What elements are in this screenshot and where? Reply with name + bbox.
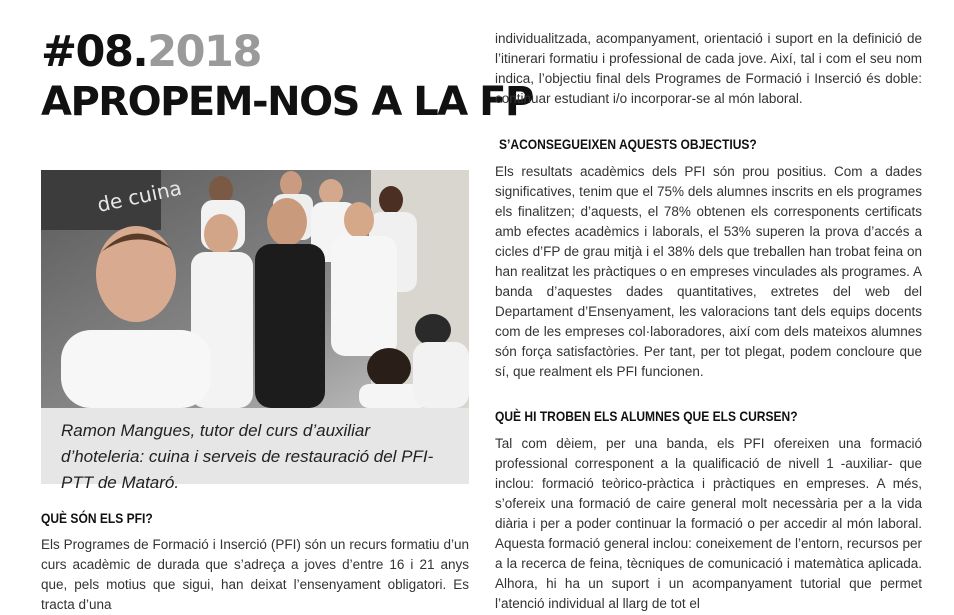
section-title-que-son: QUÈ SÓN ELS PFI?: [41, 510, 153, 526]
right-column: [495, 0, 922, 611]
section-text-que-son: Els Programes de Formació i Inserció (PFI) són un recurs formatiu d’un curs acadèmic de durada que s’adreça a joves d’entre 16 i 21 anys que, pels motius que sigui, han deixat l’ensenyament obligatori. Es tracta d’una: [41, 537, 469, 612]
issue-label: [41, 26, 261, 78]
photo-illustration: [41, 170, 469, 408]
left-column: [41, 0, 533, 612]
group-photo: [41, 170, 469, 408]
section-title-objectius: S’ACONSEGUEIXEN AQUESTS OBJECTIUS?: [499, 136, 757, 152]
issue-number: #08.: [41, 27, 148, 77]
page-title: APROPEM-NOS A LA FP: [41, 79, 533, 125]
photo-caption: Ramon Mangues, tutor del curs d’auxiliar d’hoteleria: cuina i serveis de restauració del PFI-PTT de Mataró.: [61, 421, 434, 492]
issue-year: 2018: [147, 27, 261, 77]
section-title-alumnes: QUÈ HI TROBEN ELS ALUMNES QUE ELS CURSEN?: [495, 408, 798, 424]
kitchen-sign-text: de cuina: [95, 175, 184, 217]
section-text-objectius: Els resultats acadèmics dels PFI són prou positius. Com a dades significatives, tenim que el 75% dels alumnes inscrits en els programes els finalitzen; d’aquests, el 78% obtenen els corresponents certificats amb efectes acadèmics i laborals, el 53% superen la prova d’accés a cicles d’FP de grau mitjà i el 38% dels que treballen han trobat feina on han realitzat les pràctiques o en empreses vinculades als programes. A banda d’aquestes dades quantitatives, extretes del web del Departament d’Ensenyament, les valoracions tant dels equips docents com de les empreses col·laboradores, així com dels mateixos alumnes són força satisfactòries. Per tant, per tot plegat, podem concloure que sí, que realment els PFI funcionen.: [495, 164, 922, 379]
intro-paragraph: individualitzada, acompanyament, orientació i suport en la definició de l’itinerari formatiu i professional de cada jove. Així, tal i com el seu nom indica, l’objectiu final dels Programes de Formació i Inserció és doble: continuar estudiant i/o incorporar-se al món laboral.: [495, 31, 922, 106]
section-text-alumnes: Tal com dèiem, per una banda, els PFI ofereixen una formació professional corresponent a la qualificació de nivell 1 -auxiliar- que inclou: formació teòrico-pràctica i pràctiques en empreses. A més, s’ofereix una formació de caire general molt necessària per a la vida diària i per a poder continuar la formació o per accedir al món laboral. Aquesta formació general inclou: coneixement de l’entorn, recursos per a la recerca de feina, tècniques de comunicació i matemàtica aplicada. Alhora, hi ha un suport i un acompanyament tutorial que permet l’atenció individual al llarg de tot el: [495, 436, 922, 611]
photo-caption-box: [41, 408, 469, 492]
